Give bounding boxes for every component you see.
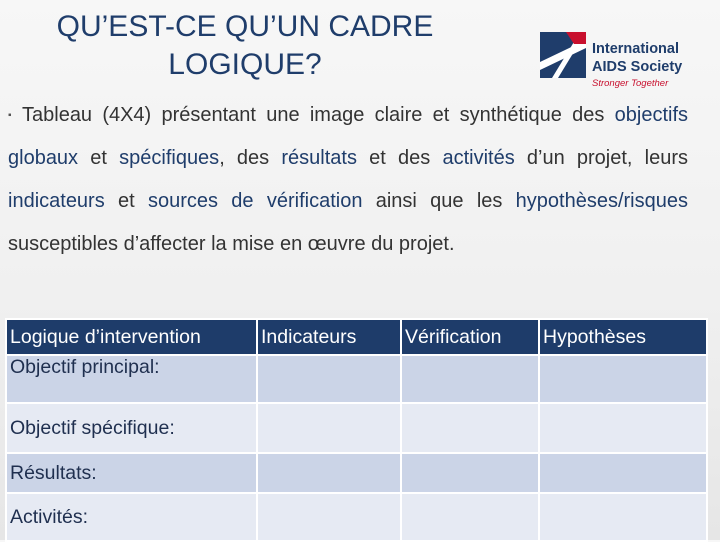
desc-text-6: et bbox=[104, 190, 148, 212]
table-cell bbox=[401, 403, 539, 453]
table-row bbox=[6, 453, 707, 493]
keyword-objectifs-globaux: objectifs globaux bbox=[8, 104, 688, 169]
title-line-2: LOGIQUE? bbox=[168, 48, 322, 81]
keyword-sources-de-verification: sources de vérification bbox=[147, 190, 363, 212]
row-label-activites: Activités: bbox=[6, 493, 257, 541]
table-cell bbox=[257, 355, 401, 403]
table-cell bbox=[257, 493, 401, 541]
keyword-specifiques: spécifiques bbox=[119, 147, 220, 169]
table-cell bbox=[539, 493, 707, 541]
row-label-objectif-specifique: Objectif spécifique: bbox=[6, 403, 257, 453]
desc-text-3: , des bbox=[219, 147, 282, 169]
logo-line-2: AIDS Society bbox=[592, 59, 683, 75]
description-paragraph bbox=[8, 94, 688, 266]
table-cell bbox=[257, 403, 401, 453]
row-label-resultats: Résultats: bbox=[6, 453, 257, 493]
table-cell bbox=[539, 403, 707, 453]
logframe-table bbox=[5, 318, 708, 542]
slide-title bbox=[0, 8, 490, 84]
table-cell bbox=[257, 453, 401, 493]
desc-text-1: Tableau (4X4) présentant une image claire et synthétique des bbox=[22, 104, 615, 126]
keyword-hypotheses-risques: hypothèses/risques bbox=[515, 190, 688, 212]
table-cell bbox=[539, 355, 707, 403]
header-indicateurs: Indicateurs bbox=[257, 319, 401, 355]
desc-text-4: et des bbox=[356, 147, 443, 169]
table-row bbox=[6, 493, 707, 541]
bullet-icon: ▪ bbox=[8, 110, 12, 121]
desc-text-8: susceptibles d’affecter la mise en œuvre du projet. bbox=[8, 233, 455, 255]
ias-logo bbox=[540, 30, 700, 94]
row-label-objectif-principal: Objectif principal: bbox=[6, 355, 257, 403]
keyword-indicateurs: indicateurs bbox=[8, 190, 105, 212]
desc-text-7: ainsi que les bbox=[362, 190, 516, 212]
header-hypotheses: Hypothèses bbox=[539, 319, 707, 355]
table-cell bbox=[401, 355, 539, 403]
table-row bbox=[6, 355, 707, 403]
table-cell bbox=[401, 493, 539, 541]
table-row bbox=[6, 403, 707, 453]
logo-wordmark bbox=[592, 40, 682, 76]
keyword-resultats: résultats bbox=[281, 147, 357, 169]
logo-line-1: International bbox=[592, 41, 680, 57]
header-verification: Vérification bbox=[401, 319, 539, 355]
title-line-1: QU’EST-CE QU’UN CADRE bbox=[56, 10, 434, 43]
ias-logo-icon bbox=[540, 32, 586, 78]
table-cell bbox=[539, 453, 707, 493]
header-logique-intervention: Logique d’intervention bbox=[6, 319, 257, 355]
logo-tagline: Stronger Together bbox=[592, 78, 669, 89]
desc-text-5: d’un projet, leurs bbox=[514, 147, 689, 169]
keyword-activites: activités bbox=[442, 147, 515, 169]
table-header-row bbox=[6, 319, 707, 355]
desc-text-2: et bbox=[78, 147, 120, 169]
table-cell bbox=[401, 453, 539, 493]
